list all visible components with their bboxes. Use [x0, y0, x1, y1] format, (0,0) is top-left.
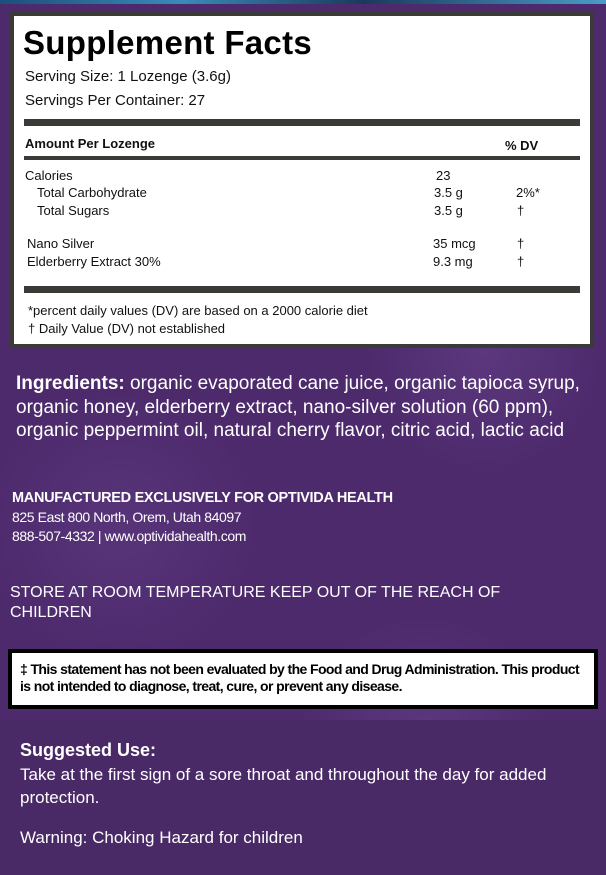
row-name: Elderberry Extract 30% [27, 254, 161, 269]
row-amount: 35 mcg [433, 236, 476, 251]
choking-warning: Warning: Choking Hazard for children [20, 828, 303, 847]
suggested-use-panel [0, 720, 606, 875]
footnote-dv-not-established: † Daily Value (DV) not established [28, 321, 226, 336]
serving-size: Serving Size: 1 Lozenge (3.6g) [25, 68, 231, 85]
facts-title: Supplement Facts [23, 24, 313, 61]
manufacturer-contact: 888-507-4332 | www.optividahealth.com [12, 528, 246, 544]
row-name: Total Sugars [37, 203, 110, 218]
thick-divider [24, 286, 580, 293]
row-name: Calories [25, 168, 73, 183]
manufacturer-info [12, 490, 393, 544]
amount-header: Amount Per Lozenge [25, 136, 156, 151]
row-amount: 3.5 g [434, 203, 463, 218]
ingredients-section [16, 372, 586, 443]
fda-disclaimer-box [8, 649, 598, 709]
thick-divider [24, 119, 580, 126]
row-amount: 23 [436, 168, 451, 183]
ingredients-text: organic evaporated cane juice, organic tapioca syrup, organic honey, elderberry extract, nano-silver solution (60 ppm), organic peppermint oil, natural cherry flavor, citric acid, lactic acid [16, 373, 580, 441]
row-amount: 9.3 mg [433, 254, 473, 269]
ingredients-label: Ingredients: [16, 373, 125, 394]
footnote-dv-basis: *percent daily values (DV) are based on a 2000 calorie diet [28, 303, 368, 318]
supplement-facts-panel [10, 12, 594, 348]
row-amount: 3.5 g [434, 185, 463, 200]
servings-per-container: Servings Per Container: 27 [25, 92, 206, 109]
storage-warning: STORE AT ROOM TEMPERATURE KEEP OUT OF THE REACH OF CHILDREN [10, 584, 501, 621]
row-dv: 2%* [516, 185, 540, 200]
row-name: Nano Silver [27, 236, 95, 251]
row-dv: † [517, 203, 525, 218]
row-dv: † [517, 236, 525, 251]
manufacturer-title: MANUFACTURED EXCLUSIVELY FOR OPTIVIDA HEALTH [12, 490, 393, 506]
dv-header: % DV [505, 138, 539, 153]
fda-disclaimer-text: ‡ This statement has not been evaluated by the Food and Drug Administration. This product is not intended to diagnose, treat, cure, or prevent any disease. [20, 661, 580, 694]
medium-divider [24, 156, 580, 160]
suggested-use-title: Suggested Use: [20, 740, 157, 760]
row-name: Total Carbohydrate [37, 185, 147, 200]
manufacturer-address: 825 East 800 North, Orem, Utah 84097 [12, 509, 242, 525]
suggested-use-text: Take at the first sign of a sore throat and throughout the day for added protection. [20, 765, 547, 807]
row-dv: † [517, 254, 525, 269]
